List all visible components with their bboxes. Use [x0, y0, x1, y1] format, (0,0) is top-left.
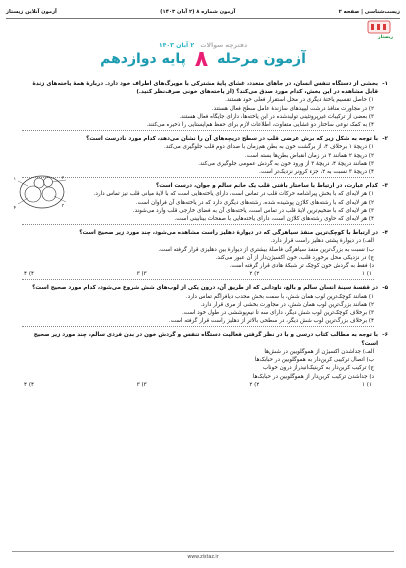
option: ۱) حاصل تقسیم یاختهٔ دیگری در محل استقرار فعلی خود هستند. — [225, 97, 374, 104]
question-number: ۵- — [382, 285, 388, 292]
option: ب) نسبت به بزرگ‌ترین منفذ سیاهرگی فاصلهٔ بیشتری از دیوارهٔ بین دهلیزی قرار گرفته است. — [158, 246, 374, 253]
option: ۱) هر لایه‌ای که با بخش پیراشامه حرکات قلب در تماس است، دارای یاخته‌هایی است که با لایهٔ میانی قلب نیز تماس دارد. — [93, 191, 374, 198]
question-text: کدام عبارت، در ارتباط با ساختار بافتی قلب یک خانم سالم و جوان، درست است؟ — [155, 183, 378, 190]
footer-url[interactable]: www.zistaz.ir — [187, 555, 219, 560]
option: ۴) به کمک نوعی ساختار دو غشایی متفاوت، اطلاعات لازم برای حفظ هم‌ایستایی را ذخیره می‌کنند. — [146, 122, 374, 129]
question-number: ۴- — [382, 230, 388, 237]
exam-date: ۲ آبان ۱۴۰۳ — [158, 42, 195, 49]
option: ب) اتصال ترکیبی کربن‌دار به هموگلوبین در حبابک‌ها — [254, 357, 374, 364]
booklet-label: دفترچه سوالات — [200, 42, 248, 49]
exam-number: آزمون شماره ۸ (۲ آبان ۱۴۰۳) — [160, 9, 236, 15]
top-bar — [6, 6, 400, 19]
choice[interactable]: ۴) ۴ — [24, 381, 35, 388]
divider — [22, 326, 374, 327]
option: ۳) برخلاف کوچک‌ترین لوب شش دیگر، دارای سه تا نیم‌پوششی در طول خود است. — [181, 310, 374, 317]
option: ج) در نزدیکی محل برخورد قلب، خون اکسیژن‌دار از آن عبور می‌کند. — [215, 254, 374, 261]
option: ۱) دریچهٔ ۱ برخلاف ۴، از برگشت خون به بطن هم‌زمان با صدای دوم قلب جلوگیری می‌کند. — [163, 144, 374, 151]
title-suffix: پایه دوازدهم — [100, 51, 186, 67]
option: د) جداشدن ترکیب کربن‌دار از هموگلوبین در حبابک‌ها — [252, 373, 374, 380]
option: ۴) برخلاف بزرگ‌ترین لوب شش دیگر، در سطحی بالاتر از دهلیز راست قرار گرفته است. — [168, 318, 374, 325]
question-text: بخشی از دستگاه تنفس انسان، در جاهای متعدد، غشای پایهٔ مشترکی با مویرگ‌های اطراف خود دارد. دربارهٔ همهٔ یاخته‌های زندهٔ قابل مشاهده در این بخش، کدام مورد صدق می‌کند؟ (از یاخته‌های خونی صرف‌نظر کنید.) — [32, 81, 378, 96]
page-indicator: زیست‌شناسی | صفحه ۲ — [338, 9, 400, 15]
question-text: با توجه به شکل زیر که برش عرضی قلب در سطح دریچه‌های آن را نشان می‌دهد، کدام مورد نادرست است؟ — [86, 136, 378, 143]
divider — [22, 279, 374, 280]
option: ۲) هر لایه‌ای که با رشته‌های کلاژن پوشیده شده، رشته‌های دیگری دارد که در یاخته‌های آن فراوان است. — [135, 199, 374, 206]
option: الف) در دیوارهٔ پشتی دهلیز راست قرار دارد. — [270, 238, 374, 245]
diagram-label: ۲ — [61, 176, 64, 181]
option: ۲) همانند بزرگ‌ترین لوب همان شش، در مجاورت بخشی از مری قرار دارد. — [200, 301, 374, 308]
title-prefix: آزمون مرحله — [217, 51, 306, 67]
option: د) فقط به گردش خون کوچک تر شبکهٔ هادی قرار گرفته است. — [229, 263, 374, 270]
diagram-label: ۳ — [61, 204, 64, 209]
question-number: ۶- — [382, 332, 388, 339]
choice[interactable]: ۲) ۲ — [249, 381, 260, 388]
choice[interactable]: ۴) ۴ — [24, 271, 35, 278]
option: ۳) همانند دریچهٔ ۴، دریچهٔ ۳ از ورود خون به گردش عمومی جلوگیری می‌کند. — [198, 160, 374, 167]
exam-title — [0, 47, 406, 72]
option: ۲) دریچهٔ ۲ همانند ۳ در زمان انقباض بطن‌ها بسته است. — [244, 152, 374, 159]
diagram-label: ۴ — [13, 206, 16, 211]
option: الف) جداشدن اکسیژن از هموگلوبین در شش‌ها — [264, 348, 374, 355]
option: ۴) هر لایه‌ای که حاوی رشته‌های کلاژن است، دارای یاخته‌هایی با صفحات بینابینی است. — [174, 216, 374, 223]
question-4 — [18, 229, 388, 280]
choice[interactable]: ۲) ۲ — [249, 271, 260, 278]
question-1 — [18, 80, 388, 131]
question-number: ۲- — [382, 136, 388, 143]
questions-container — [18, 80, 388, 393]
divider — [22, 130, 374, 131]
question-2 — [18, 135, 388, 178]
choice[interactable]: ۳) ۳ — [136, 381, 147, 388]
stage-number: ۸ — [194, 47, 209, 72]
choice[interactable]: ۱) ۱ — [362, 271, 372, 278]
divider — [22, 224, 374, 225]
question-number: ۳- — [382, 183, 388, 190]
question-3 — [18, 182, 388, 225]
option: ۳) بعضی از ترکیبات غیرپروتئینی تولیدشده در این یاخته‌ها، دارای جایگاه فعال هستند. — [179, 113, 374, 120]
option: ۲) در مجاورت منافذ درشت لیپیدهای سازندهٔ عامل سطح فعال هستند. — [211, 105, 374, 112]
question-text: در ارتباط با کوچک‌ترین منفذ سیاهرگی که در دیوارهٔ دهلیز راست مشاهده می‌شود، چند مورد زیر صحیح است؟ — [79, 230, 378, 237]
logo-brand-text: زیستاز — [378, 35, 393, 40]
choice[interactable]: ۱) ۱ — [362, 381, 372, 388]
exam-header — [0, 32, 406, 72]
question-text: با توجه به مطالب کتاب درسی و با در نظر گرفتن فعالیت دستگاه تنفس و گردش خون در بدن فردی سالم، چند مورد زیر صحیح است؟ — [33, 332, 378, 347]
platform-name: آزمون آنلاین زیستاز — [6, 9, 57, 15]
question-6 — [18, 331, 388, 388]
question-text: در قفسهٔ سینهٔ انسان سالم و بالغ، ناودانی که از طریق آن، درون یکی از لوب‌های شش شروع می‌شود، کدام مورد صحیح است؟ — [32, 285, 378, 292]
heart-valves-diagram — [13, 172, 68, 212]
option: ۴) دریچهٔ ۳ نسبت به ۲، جزء کرونر نزدیک‌تر است. — [259, 169, 374, 176]
footer-divider — [12, 551, 394, 552]
question-5 — [18, 284, 388, 327]
divider — [22, 177, 374, 178]
option: ج) ترکیب کربن‌دار به کربنیک‌انیدراز درون خوناب — [262, 365, 374, 372]
answer-choices — [18, 381, 378, 389]
option: ۳) هر لایه‌ای که با ضخیم‌ترین لایهٔ قلب در تماس است، یاخته‌های آن به فضای خارجی قلب وارد می‌شوند. — [132, 207, 374, 214]
option: ۱) همانند کوچک‌ترین لوب همان شش، با سمت بخش محدب دیافراگم تماس دارد. — [185, 293, 374, 300]
answer-choices — [18, 270, 378, 278]
choice[interactable]: ۳) ۳ — [136, 271, 147, 278]
diagram-label: ۱ — [13, 177, 16, 182]
question-number: ۱- — [382, 81, 388, 87]
